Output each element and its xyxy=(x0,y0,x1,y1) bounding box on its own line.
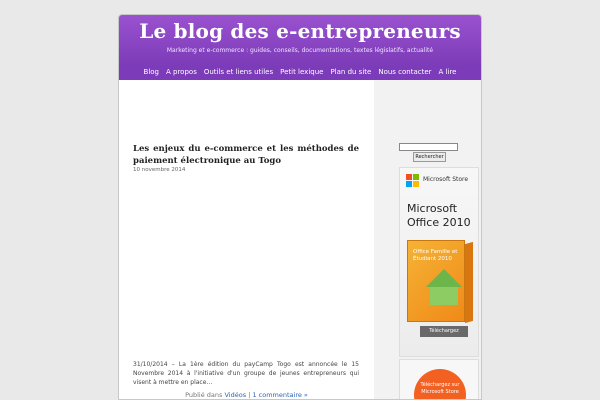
office-box-image xyxy=(407,240,465,322)
post-meta xyxy=(119,391,374,399)
nav-item-contact[interactable]: Nous contacter xyxy=(378,68,432,76)
search-button[interactable]: Rechercher xyxy=(413,152,446,162)
nav-item-plan-du-site[interactable]: Plan du site xyxy=(330,68,372,76)
microsoft-logo-icon xyxy=(406,174,419,187)
post-title[interactable]: Les enjeux du e-commerce et les méthodes de paiement électronique au Togo xyxy=(133,144,359,166)
comments-link[interactable]: 1 commentaire » xyxy=(252,391,308,399)
category-link[interactable]: Vidéos xyxy=(224,391,247,399)
store-cta-circle[interactable]: Téléchargez sur Microsoft Store xyxy=(414,369,466,400)
box-side-shape xyxy=(465,242,473,323)
nav-item-a-propos[interactable]: A propos xyxy=(166,68,197,76)
download-button[interactable]: Téléchargez xyxy=(420,326,468,337)
office-ad[interactable] xyxy=(399,167,479,357)
nav-item-outils[interactable]: Outils et liens utiles xyxy=(203,68,274,76)
sidebar xyxy=(374,80,481,399)
post-date: 10 novembre 2014 xyxy=(133,167,186,173)
nav-item-lexique[interactable]: Petit lexique xyxy=(280,68,324,76)
store-label: Microsoft Store xyxy=(423,176,469,183)
nav-item-blog[interactable]: Blog xyxy=(143,68,159,76)
box-text: Office Famille et Étudiant 2010 xyxy=(413,249,458,262)
product-name: Microsoft Office 2010 xyxy=(407,202,471,229)
main-content xyxy=(119,80,374,399)
site-tagline: Marketing et e-commerce : guides, conseils, documentations, textes législatifs, actualité xyxy=(166,47,434,54)
house-body-icon xyxy=(430,287,458,305)
blog-page xyxy=(118,14,482,400)
post-excerpt: 31/10/2014 – La 1ère édition du payCamp Togo est annoncée le 15 Novembre 2014 à l'initiative d'un groupe de jeunes entrepreneurs qui visent à mettre en place… xyxy=(133,361,359,386)
site-header xyxy=(119,15,481,66)
site-title[interactable]: Le blog des e-entrepreneurs xyxy=(139,19,461,43)
nav-item-a-lire[interactable]: A lire xyxy=(438,68,457,76)
main-nav xyxy=(119,66,481,80)
house-roof-icon xyxy=(426,269,462,287)
post-meta-prefix: Publié dans xyxy=(185,391,223,399)
search-input[interactable] xyxy=(399,143,458,151)
meta-separator: | xyxy=(248,391,251,399)
store-ad[interactable] xyxy=(399,359,479,400)
